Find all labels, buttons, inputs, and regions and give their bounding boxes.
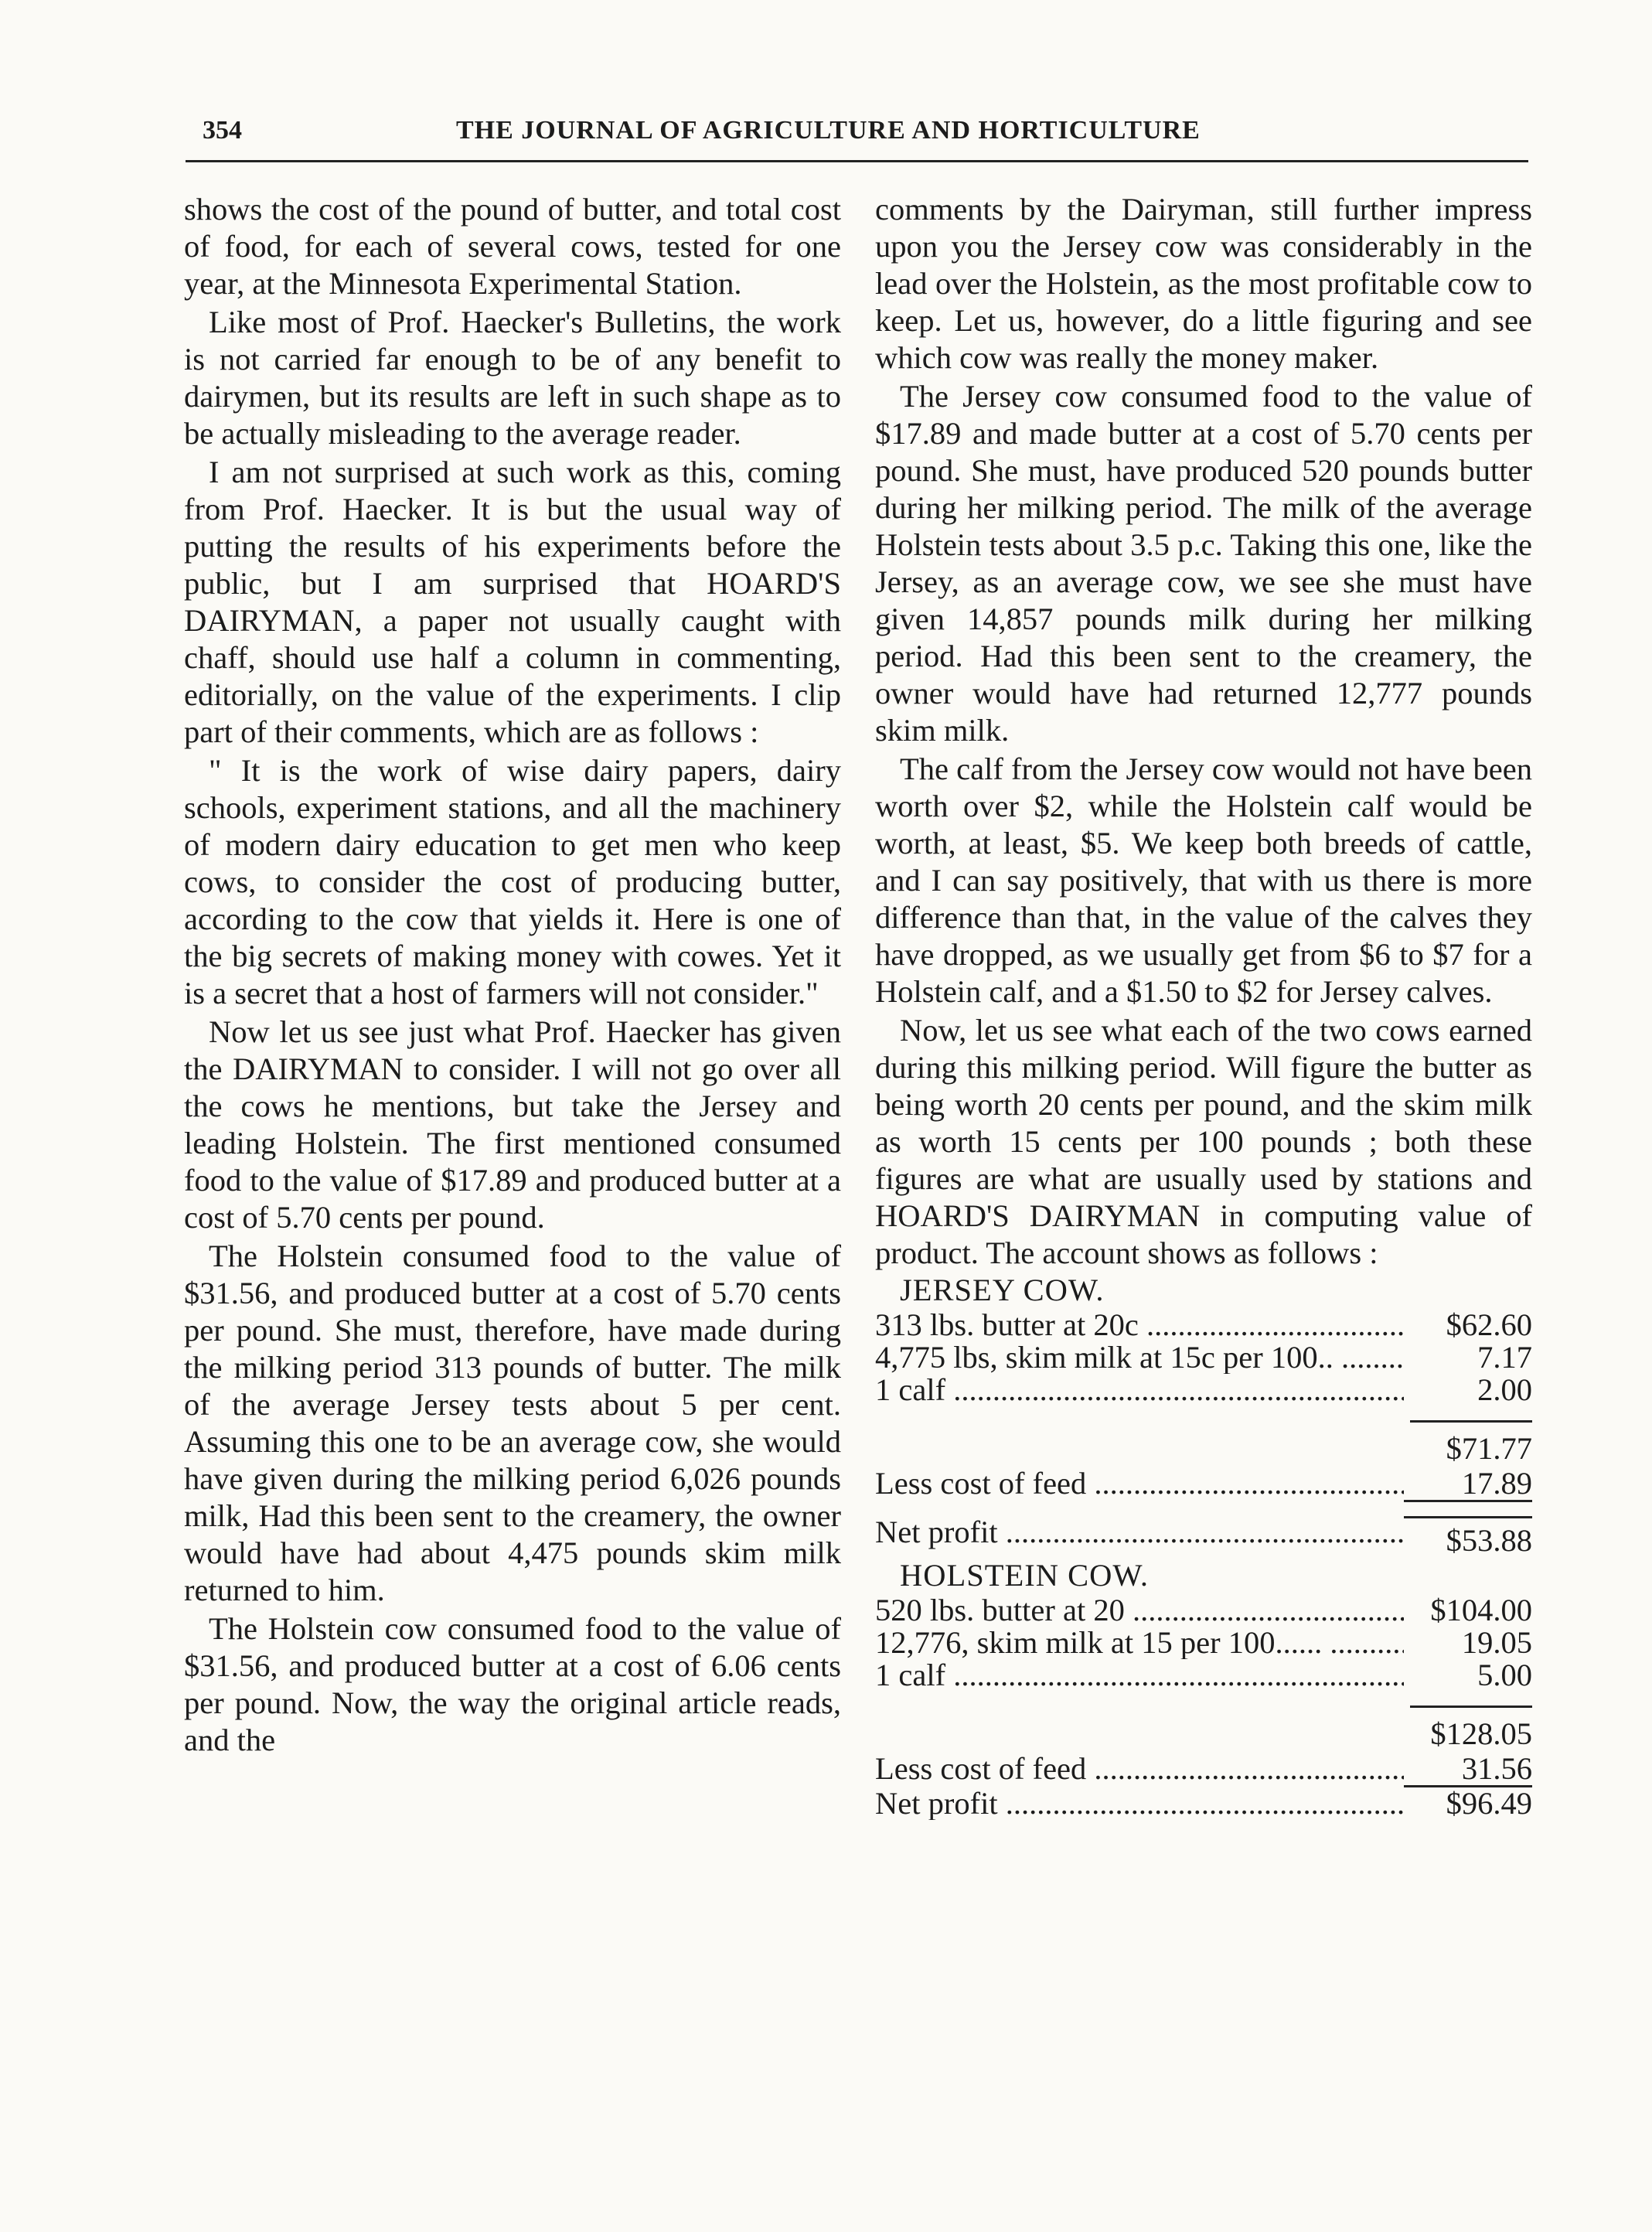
account-row bbox=[875, 1594, 1532, 1627]
header-rule bbox=[186, 160, 1528, 162]
paragraph: Now, let us see what each of the two cows earned during this milking period. Will figure the butter as being worth 20 cents per pound, and the skim milk as worth 15 cents per 100 pounds ; both these figures are what are usually used by stations and HOARD'S DAIRYMAN in computing value of product. The account shows as follows : bbox=[875, 1013, 1532, 1270]
holstein-account bbox=[875, 1557, 1532, 1820]
account-label: 1 calf ..... bbox=[875, 1659, 1404, 1692]
running-header: THE JOURNAL OF AGRICULTURE AND HORTICULTURE bbox=[456, 116, 1201, 145]
account-row bbox=[875, 1627, 1532, 1659]
account-row bbox=[875, 1374, 1532, 1406]
paragraph: The Holstein cow consumed food to the value of $31.56, and produced butter at a cost of 6.06 cents per pound. Now, the way the original article reads, and the bbox=[184, 1611, 841, 1757]
account-label: 313 lbs. butter at 20c ..... bbox=[875, 1309, 1404, 1341]
account-label: 4,775 lbs, skim milk at 15c per 100.. ..... bbox=[875, 1341, 1404, 1374]
paragraph: The Holstein consumed food to the value of $31.56, and produced butter at a cost of 5.70 cents per pound. She must, therefore, have made during the milking period 313 pounds of butter. The milk of the average Jersey tests about 5 per cent. Assuming this one to be an average cow, she would have given during the milking period 6,026 pounds milk, Had this been sent to the creamery, the owner would have had about 4,475 pounds skim milk returned to him. bbox=[184, 1239, 841, 1607]
account-label: 12,776, skim milk at 15 per 100...... ..... bbox=[875, 1627, 1404, 1659]
holstein-account-title: HOLSTEIN COW. bbox=[900, 1558, 1149, 1593]
left-column bbox=[184, 191, 841, 1759]
paragraph: comments by the Dairyman, still further impress upon you the Jersey cow was considerably in the lead over the Holstein, as the most profitable cow to keep. Let us, however, do a little figuring and see which cow was really the money maker. bbox=[875, 192, 1532, 375]
account-row bbox=[875, 1309, 1532, 1341]
account-subtotal-row bbox=[875, 1420, 1532, 1467]
account-value: $96.49 bbox=[1446, 1786, 1532, 1821]
account-value: 5.00 bbox=[1477, 1658, 1532, 1692]
account-value: 19.05 bbox=[1461, 1625, 1532, 1660]
account-label: 1 calf ..... bbox=[875, 1374, 1404, 1406]
account-subtotal-row bbox=[875, 1706, 1532, 1753]
jersey-account bbox=[875, 1272, 1532, 1557]
paragraph: The calf from the Jersey cow would not have been worth over $2, while the Holstein calf would be worth, at least, $5. We keep both breeds of cattle, and I can say positively, that with us there is more difference than that, in the value of the calves they have dropped, as we usually get from $6 to $7 for a Holstein calf, and a $1.50 to $2 for Jersey calves. bbox=[875, 751, 1532, 1009]
net-profit-row bbox=[875, 1787, 1532, 1820]
account-label: Less cost of feed ..... bbox=[875, 1467, 1404, 1502]
account-value: 17.89 bbox=[1404, 1467, 1532, 1502]
account-subtotal: $128.05 bbox=[1410, 1706, 1532, 1753]
account-label: Net profit ..... bbox=[875, 1516, 1404, 1557]
paragraph: I am not surprised at such work as this, coming from Prof. Haecker. It is but the usual way of putting the results of his experiments before the public, but I am surprised that HOARD'S DAIRYMAN, a paper not usually caught with chaff, should use half a column in commenting, editorially, on the value of the experiments. I clip part of their comments, which are as follows : bbox=[184, 455, 841, 749]
account-label: 520 lbs. butter at 20 ..... bbox=[875, 1594, 1404, 1627]
account-subtotal: $71.77 bbox=[1410, 1420, 1532, 1467]
account-value: $104.00 bbox=[1430, 1593, 1532, 1627]
account-label: Less cost of feed ..... bbox=[875, 1753, 1404, 1787]
net-profit-row bbox=[875, 1516, 1532, 1557]
account-value: $53.88 bbox=[1404, 1516, 1532, 1557]
right-column bbox=[875, 191, 1532, 1820]
paragraph: shows the cost of the pound of butter, and total cost of food, for each of several cows, tested for one year, at the Minnesota Experimental Station. bbox=[184, 192, 841, 301]
page-number: 354 bbox=[203, 116, 242, 145]
account-row bbox=[875, 1659, 1532, 1692]
paragraph: Like most of Prof. Haecker's Bulletins, the work is not carried far enough to be of any benefit to dairymen, but its results are left in such shape as to be actually misleading to the average reader. bbox=[184, 305, 841, 451]
account-value: 31.56 bbox=[1404, 1753, 1532, 1787]
account-value: 7.17 bbox=[1477, 1340, 1532, 1375]
account-row bbox=[875, 1467, 1532, 1502]
account-value: 2.00 bbox=[1477, 1372, 1532, 1407]
paragraph: The Jersey cow consumed food to the value of $17.89 and made butter at a cost of 5.70 cents per pound. She must, have produced 520 pounds butter during her milking period. The milk of the average Holstein tests about 3.5 p.c. Taking this one, like the Jersey, as an average cow, we see she must have given 14,857 pounds milk during her milking period. Had this been sent to the creamery, the owner would have had returned 12,777 pounds skim milk. bbox=[875, 379, 1532, 748]
account-row bbox=[875, 1341, 1532, 1374]
account-label: Net profit ..... bbox=[875, 1787, 1404, 1820]
quoted-paragraph: " It is the work of wise dairy papers, dairy schools, experiment stations, and all the machinery of modern dairy education to get men who keep cows, to consider the cost of producing butter, according to the cow that yields it. Here is one of the big secrets of making money with cowes. Yet it is a secret that a host of farmers will not consider." bbox=[184, 753, 841, 1010]
account-value: $62.60 bbox=[1446, 1307, 1532, 1342]
jersey-account-title: JERSEY COW. bbox=[900, 1273, 1105, 1307]
paragraph: Now let us see just what Prof. Haecker has given the DAIRYMAN to consider. I will not go over all the cows he mentions, but take the Jersey and leading Holstein. The first mentioned consumed food to the value of $17.89 and produced butter at a cost of 5.70 cents per pound. bbox=[184, 1014, 841, 1235]
account-row bbox=[875, 1753, 1532, 1787]
